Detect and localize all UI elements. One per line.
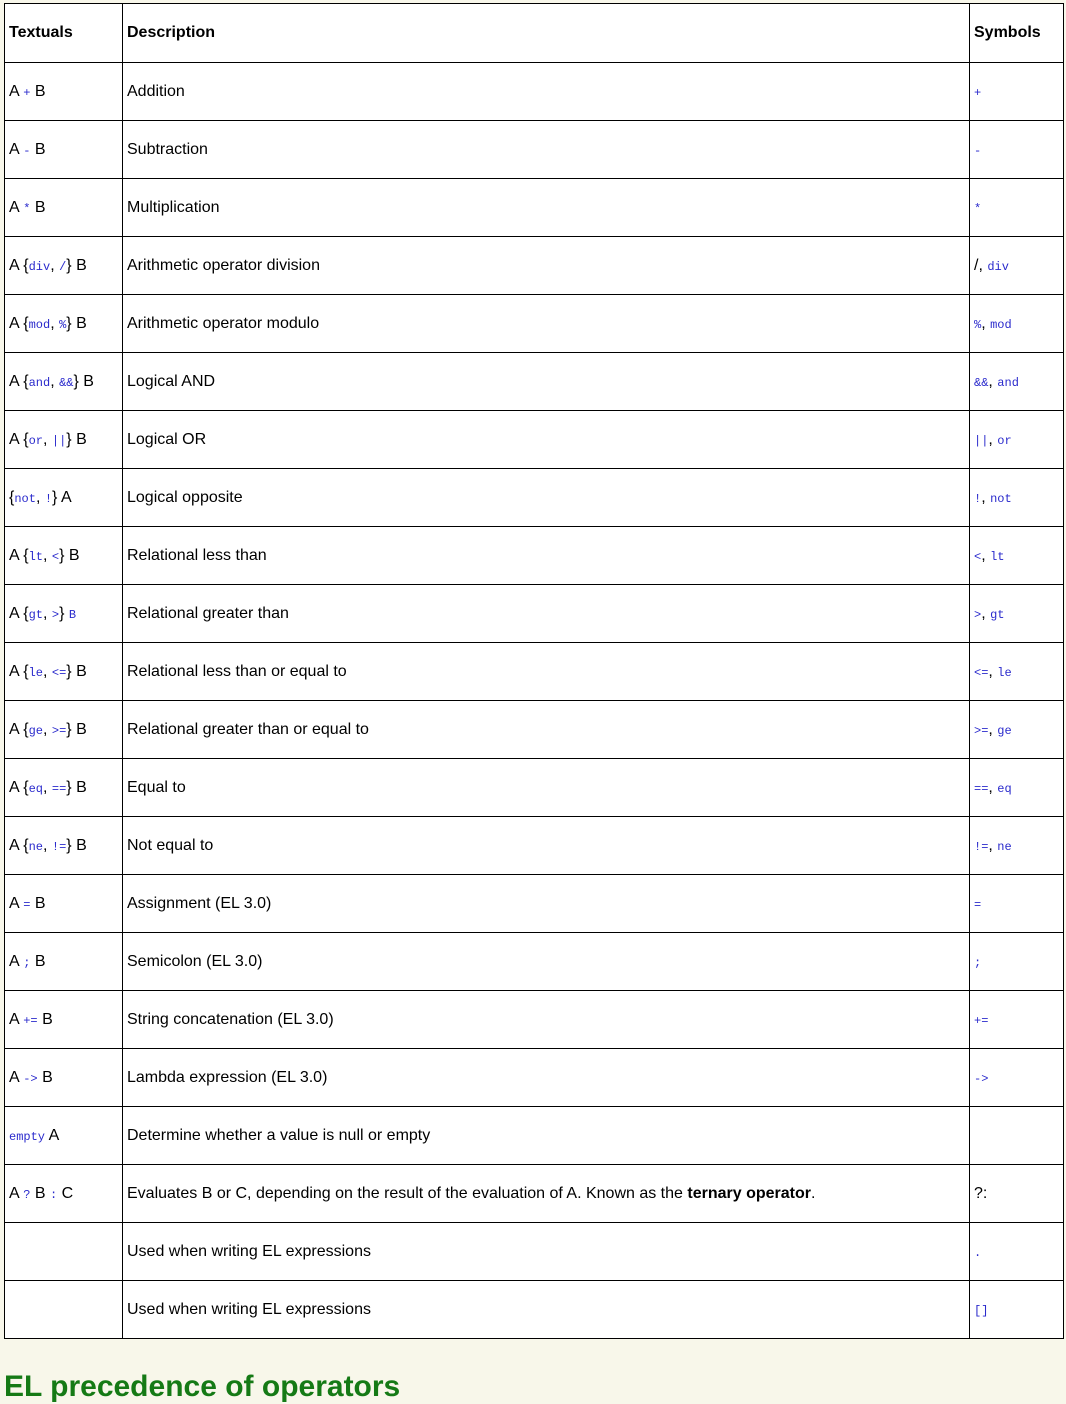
- code-token: []: [974, 1303, 989, 1318]
- description-text: Multiplication: [127, 198, 220, 216]
- text-token: ?:: [974, 1184, 988, 1202]
- textual-cell: [5, 353, 123, 411]
- description-cell: [123, 933, 970, 991]
- table-row: [5, 759, 1064, 817]
- symbols-cell: [970, 1049, 1064, 1107]
- text-token: }: [59, 604, 69, 622]
- text-token: ,: [50, 372, 60, 390]
- text-token: B: [37, 1068, 53, 1086]
- description-text: Equal to: [127, 778, 186, 796]
- code-token: =: [974, 897, 982, 912]
- text-token: } B: [66, 314, 87, 332]
- description-cell: [123, 1049, 970, 1107]
- description-text: String concatenation (EL 3.0): [127, 1010, 334, 1028]
- textual-cell: [5, 933, 123, 991]
- textual-cell: [5, 1281, 123, 1339]
- description-cell: [123, 237, 970, 295]
- code-token: gt: [990, 607, 1005, 622]
- text-token: B: [30, 1184, 50, 1202]
- description-text: Arithmetic operator division: [127, 256, 320, 274]
- table-row: [5, 237, 1064, 295]
- text-token: } B: [59, 546, 80, 564]
- symbols-cell: [970, 817, 1064, 875]
- description-text: Logical OR: [127, 430, 207, 448]
- table-row: [5, 1107, 1064, 1165]
- text-token: ,: [42, 778, 52, 796]
- code-token: ||: [974, 433, 989, 448]
- code-token: gt: [28, 607, 43, 622]
- description-cell: [123, 1223, 970, 1281]
- textual-cell: [5, 63, 123, 121]
- symbols-cell: [970, 1165, 1064, 1223]
- code-token: ge: [997, 723, 1012, 738]
- description-cell: [123, 1107, 970, 1165]
- text-token: ,: [42, 720, 52, 738]
- description-text: Arithmetic operator modulo: [127, 314, 320, 332]
- description-text: Logical AND: [127, 372, 216, 390]
- description-cell: [123, 1281, 970, 1339]
- code-token: lt: [28, 549, 43, 564]
- text-token: ,: [978, 256, 988, 274]
- textual-cell: [5, 469, 123, 527]
- code-token: ||: [51, 433, 67, 448]
- textual-cell: [5, 1049, 123, 1107]
- text-token: B: [30, 952, 46, 970]
- text-token: } B: [66, 430, 87, 448]
- description-text: Semicolon (EL 3.0): [127, 952, 263, 970]
- table-row: [5, 1223, 1064, 1281]
- table-row: [5, 469, 1064, 527]
- textual-cell: [5, 411, 123, 469]
- header-description: Description: [123, 4, 970, 63]
- text-token: ,: [42, 836, 52, 854]
- description-text: Relational greater than or equal to: [127, 720, 369, 738]
- table-row: [5, 121, 1064, 179]
- text-token: A {: [9, 720, 29, 738]
- code-token: le: [28, 665, 43, 680]
- textual-cell: [5, 179, 123, 237]
- table-row: [5, 1281, 1064, 1339]
- text-token: A: [9, 198, 24, 216]
- text-token: B: [30, 82, 46, 100]
- symbols-cell: [970, 991, 1064, 1049]
- description-bold-term: ternary operator: [687, 1184, 811, 1202]
- table-row: [5, 63, 1064, 121]
- description-cell: [123, 121, 970, 179]
- textual-cell: [5, 237, 123, 295]
- text-token: ,: [988, 430, 998, 448]
- table-row: [5, 701, 1064, 759]
- text-token: ,: [35, 488, 45, 506]
- description-text: Relational less than: [127, 546, 267, 564]
- table-row: [5, 527, 1064, 585]
- text-token: A: [9, 952, 24, 970]
- code-token: !: [974, 491, 982, 506]
- description-text: Used when writing EL expressions: [127, 1242, 371, 1260]
- code-token: ->: [974, 1071, 989, 1086]
- text-token: ,: [988, 836, 998, 854]
- code-token: +=: [23, 1013, 38, 1028]
- table-row: [5, 1049, 1064, 1107]
- code-token: <: [51, 549, 60, 564]
- description-text: Subtraction: [127, 140, 208, 158]
- table-row: [5, 411, 1064, 469]
- symbols-cell: [970, 1281, 1064, 1339]
- code-token: or: [28, 433, 43, 448]
- code-token: lt: [990, 549, 1005, 564]
- text-token: ,: [981, 488, 991, 506]
- symbols-cell: [970, 63, 1064, 121]
- text-token: A {: [9, 662, 29, 680]
- code-token: le: [997, 665, 1012, 680]
- table-row: [5, 179, 1064, 237]
- text-token: B: [30, 894, 46, 912]
- description-text: Assignment (EL 3.0): [127, 894, 272, 912]
- table-row: [5, 875, 1064, 933]
- description-text: Determine whether a value is null or empty: [127, 1126, 431, 1144]
- symbols-cell: [970, 701, 1064, 759]
- table-row: [5, 353, 1064, 411]
- section-heading: EL precedence of operators: [4, 1370, 401, 1403]
- symbols-cell: [970, 933, 1064, 991]
- text-token: C: [57, 1184, 74, 1202]
- symbols-cell: [970, 179, 1064, 237]
- code-token: !: [44, 491, 53, 506]
- text-token: ,: [42, 604, 52, 622]
- text-token: {: [9, 488, 15, 506]
- text-token: A: [9, 1010, 24, 1028]
- code-token: &&: [974, 375, 989, 390]
- code-token: ==: [974, 781, 989, 796]
- symbols-cell: [970, 527, 1064, 585]
- code-token: >: [974, 607, 982, 622]
- symbols-cell: [970, 469, 1064, 527]
- table-row: [5, 933, 1064, 991]
- textual-cell: [5, 991, 123, 1049]
- description-cell: [123, 759, 970, 817]
- description-cell: [123, 63, 970, 121]
- textual-cell: [5, 643, 123, 701]
- text-token: ,: [42, 546, 52, 564]
- table-row: [5, 585, 1064, 643]
- description-text: Not equal to: [127, 836, 214, 854]
- text-token: } A: [52, 488, 72, 506]
- description-cell: [123, 701, 970, 759]
- symbols-cell: [970, 353, 1064, 411]
- code-token: ge: [28, 723, 43, 738]
- text-token: B: [30, 140, 46, 158]
- code-token: mod: [990, 317, 1012, 332]
- textual-cell: [5, 121, 123, 179]
- text-token: } B: [66, 256, 87, 274]
- description-cell: [123, 585, 970, 643]
- code-token: &&: [59, 375, 74, 390]
- textual-cell: [5, 1165, 123, 1223]
- symbols-cell: [970, 295, 1064, 353]
- text-token: A: [9, 140, 24, 158]
- table-row: [5, 817, 1064, 875]
- description-text: Used when writing EL expressions: [127, 1300, 371, 1318]
- text-token: A {: [9, 314, 29, 332]
- code-token: ?: [23, 1187, 31, 1202]
- header-symbols: Symbols: [970, 4, 1064, 63]
- text-token: A: [9, 82, 24, 100]
- text-token: A {: [9, 256, 29, 274]
- symbols-cell: [970, 875, 1064, 933]
- text-token: } B: [73, 372, 94, 390]
- text-token: B: [37, 1010, 53, 1028]
- code-token: or: [997, 433, 1012, 448]
- symbols-cell: [970, 759, 1064, 817]
- code-token: and: [997, 375, 1019, 390]
- text-token: A: [45, 1126, 60, 1144]
- code-token: =: [23, 897, 31, 912]
- text-token: ,: [988, 778, 998, 796]
- table-row: [5, 991, 1064, 1049]
- text-token: } B: [66, 720, 87, 738]
- textual-cell: [5, 759, 123, 817]
- text-token: ,: [981, 546, 991, 564]
- symbols-cell: [970, 411, 1064, 469]
- code-token: %: [59, 317, 67, 332]
- code-token: >=: [974, 723, 989, 738]
- header-textuals: Textuals: [5, 4, 123, 63]
- code-token: not: [14, 491, 36, 506]
- code-token: !=: [51, 839, 67, 854]
- textual-cell: [5, 527, 123, 585]
- text-token: ,: [42, 662, 52, 680]
- code-token: ;: [23, 955, 31, 970]
- symbols-cell: [970, 1223, 1064, 1281]
- symbols-cell: [970, 121, 1064, 179]
- text-token: A: [9, 1068, 24, 1086]
- description-text: Logical opposite: [127, 488, 243, 506]
- description-text: Evaluates B or C, depending on the result of the evaluation of A. Known as the: [127, 1184, 688, 1202]
- table-body: [5, 63, 1064, 1339]
- symbols-cell: [970, 1107, 1064, 1165]
- code-token: mod: [28, 317, 51, 332]
- code-token: :: [50, 1187, 58, 1202]
- text-token: B: [30, 198, 46, 216]
- code-token: eq: [997, 781, 1012, 796]
- code-token: +=: [974, 1013, 989, 1028]
- code-token: +: [23, 85, 31, 100]
- description-cell: [123, 875, 970, 933]
- description-cell: [123, 643, 970, 701]
- description-cell: [123, 469, 970, 527]
- code-token: *: [974, 201, 982, 216]
- text-token: ,: [50, 314, 60, 332]
- description-text: Addition: [127, 82, 185, 100]
- text-token: A {: [9, 372, 29, 390]
- description-cell: [123, 353, 970, 411]
- description-text: Lambda expression (EL 3.0): [127, 1068, 328, 1086]
- code-token: ;: [974, 955, 982, 970]
- table-row: [5, 1165, 1064, 1223]
- code-token: and: [28, 375, 51, 390]
- text-token: ,: [981, 314, 991, 332]
- text-token: ,: [988, 662, 998, 680]
- code-token: .: [974, 1245, 982, 1260]
- code-token: B: [68, 607, 77, 622]
- code-token: !=: [974, 839, 989, 854]
- text-token: ,: [42, 430, 52, 448]
- code-token: ->: [23, 1071, 38, 1086]
- textual-cell: [5, 1223, 123, 1281]
- textual-cell: [5, 1107, 123, 1165]
- code-token: <: [974, 549, 982, 564]
- code-token: -: [23, 143, 31, 158]
- code-token: ne: [28, 839, 43, 854]
- description-text: Relational greater than: [127, 604, 289, 622]
- text-token: ,: [50, 256, 60, 274]
- text-token: } B: [66, 778, 87, 796]
- table-row: [5, 643, 1064, 701]
- textual-cell: [5, 875, 123, 933]
- description-cell: [123, 295, 970, 353]
- description-cell: [123, 991, 970, 1049]
- code-token: >: [51, 607, 60, 622]
- table-header-row: [5, 4, 1064, 63]
- description-cell: [123, 411, 970, 469]
- code-token: +: [974, 85, 982, 100]
- symbols-cell: [970, 585, 1064, 643]
- code-token: %: [974, 317, 982, 332]
- text-token: /: [974, 256, 979, 274]
- text-token: A: [9, 1184, 24, 1202]
- description-cell: [123, 179, 970, 237]
- code-token: /: [59, 259, 67, 274]
- text-token: } B: [66, 836, 87, 854]
- text-token: A {: [9, 604, 29, 622]
- code-token: div: [987, 259, 1009, 274]
- code-token: <=: [51, 665, 67, 680]
- code-token: <=: [974, 665, 989, 680]
- code-token: empty: [9, 1129, 46, 1144]
- text-token: A: [9, 894, 24, 912]
- text-token: } B: [66, 662, 87, 680]
- code-token: not: [990, 491, 1012, 506]
- description-tail: .: [810, 1184, 816, 1202]
- text-token: A {: [9, 430, 29, 448]
- description-cell: [123, 527, 970, 585]
- description-cell: [123, 817, 970, 875]
- description-text: Relational less than or equal to: [127, 662, 347, 680]
- text-token: ,: [988, 372, 998, 390]
- textual-cell: [5, 817, 123, 875]
- symbols-cell: [970, 237, 1064, 295]
- textual-cell: [5, 295, 123, 353]
- textual-cell: [5, 585, 123, 643]
- code-token: div: [28, 259, 51, 274]
- text-token: ,: [981, 604, 991, 622]
- description-cell: [123, 1165, 970, 1223]
- text-token: A {: [9, 778, 29, 796]
- textual-cell: [5, 701, 123, 759]
- code-token: ==: [51, 781, 67, 796]
- code-token: -: [974, 143, 982, 158]
- text-token: A {: [9, 546, 29, 564]
- operators-table: [4, 3, 1064, 1339]
- code-token: *: [23, 201, 31, 216]
- code-token: eq: [28, 781, 43, 796]
- text-token: A {: [9, 836, 29, 854]
- code-token: >=: [51, 723, 67, 738]
- text-token: ,: [988, 720, 998, 738]
- table-row: [5, 295, 1064, 353]
- code-token: ne: [997, 839, 1012, 854]
- symbols-cell: [970, 643, 1064, 701]
